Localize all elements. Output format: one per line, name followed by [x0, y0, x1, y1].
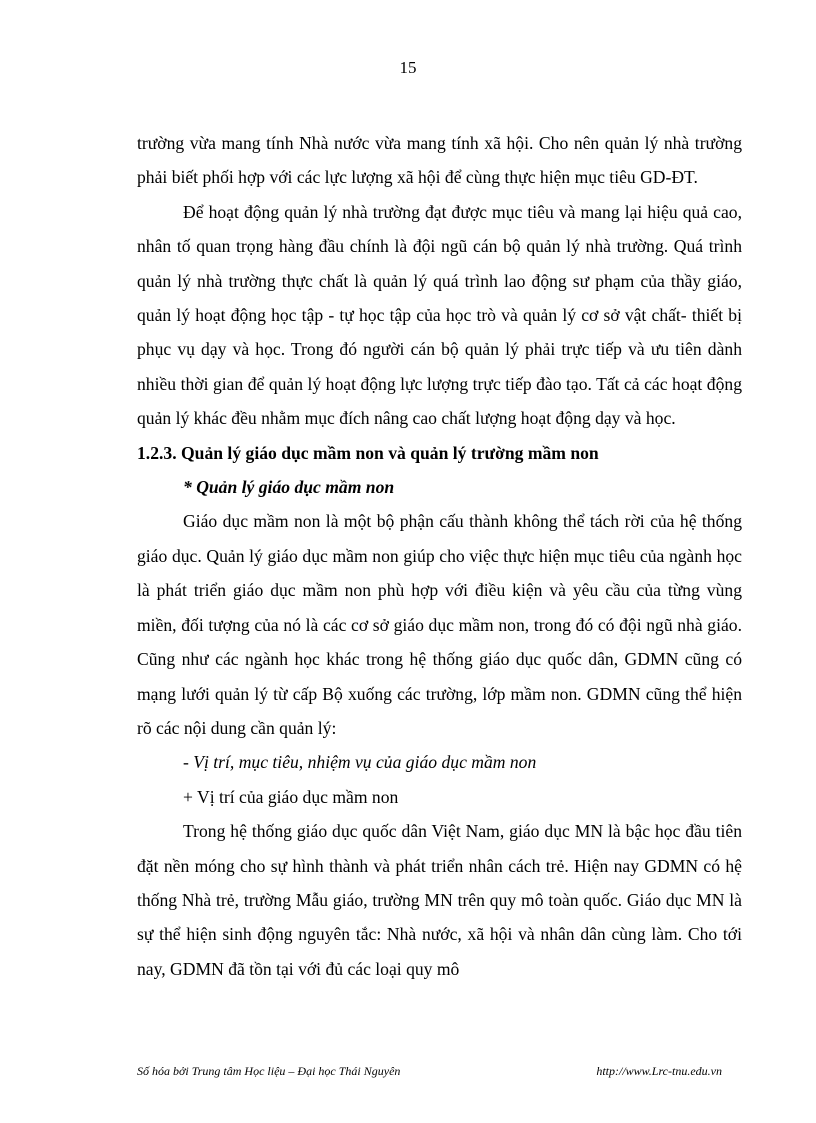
page-number: 15 [399, 58, 417, 77]
footer-credit: Số hóa bởi Trung tâm Học liệu – Đại học Thái Nguyên [137, 1064, 401, 1078]
sub-heading: * Quản lý giáo dục mầm non [183, 477, 395, 498]
paragraph-3: Giáo dục mầm non là một bộ phận cấu thành không thể tách rời của hệ thống giáo dục. Quản lý giáo dục mầm non giúp cho việc thực hiện mục tiêu của ngành học là phát triển giáo dục mầm non phù hợp với điều kiện và yêu cầu của từng vùng miền, đối tượng của nó là các cơ sở giáo dục mầm non, trong đó có đội ngũ nhà giáo. Cũng như các ngành học khác trong hệ thống giáo dục quốc dân, GDMN cũng có mạng lưới quản lý từ cấp Bộ xuống các trường, lớp mầm non. GDMN cũng thể hiện rõ các nội dung cần quản lý: [137, 511, 742, 738]
section-heading: 1.2.3. Quản lý giáo dục mầm non và quản lý trường mầm non [137, 442, 599, 463]
paragraph-4: Trong hệ thống giáo dục quốc dân Việt Nam, giáo dục MN là bậc học đầu tiên đặt nền móng cho sự hình thành và phát triển nhân cách trẻ. Hiện nay GDMN có hệ thống Nhà trẻ, trường Mẫu giáo, trường MN trên quy mô toàn quốc. Giáo dục MN là sự thể hiện sinh động nguyên tắc: Nhà nước, xã hội và nhân dân cùng làm. Cho tới nay, GDMN đã tồn tại với đủ các loại quy mô [137, 821, 742, 979]
paragraph-2: Để hoạt động quản lý nhà trường đạt được mục tiêu và mang lại hiệu quả cao, nhân tố quan trọng hàng đầu chính là đội ngũ cán bộ quản lý nhà trường. Quá trình quản lý nhà trường thực chất là quản lý quá trình lao động sư phạm của thầy giáo, quản lý hoạt động học tập - tự học tập của học trò và quản lý cơ sở vật chất- thiết bị phục vụ dạy và học. Trong đó người cán bộ quản lý phải trực tiếp và ưu tiên dành nhiều thời gian để quản lý hoạt động lực lượng trực tiếp đào tạo. Tất cả các hoạt động quản lý khác đều nhằm mục đích nâng cao chất lượng hoạt động dạy và học. [137, 201, 742, 429]
paragraph-1: trường vừa mang tính Nhà nước vừa mang tính xã hội. Cho nên quản lý nhà trường phải biết phối hợp với các lực lượng xã hội để cùng thực hiện mục tiêu GD-ĐT. [137, 133, 742, 188]
list-item-position: + Vị trí của giáo dục mầm non [183, 786, 399, 807]
document-body [137, 126, 742, 986]
footer-url: http://www.Lrc-tnu.edu.vn [596, 1064, 722, 1078]
list-item-position-goals: - Vị trí, mục tiêu, nhiệm vụ của giáo dục mầm non [183, 752, 537, 773]
